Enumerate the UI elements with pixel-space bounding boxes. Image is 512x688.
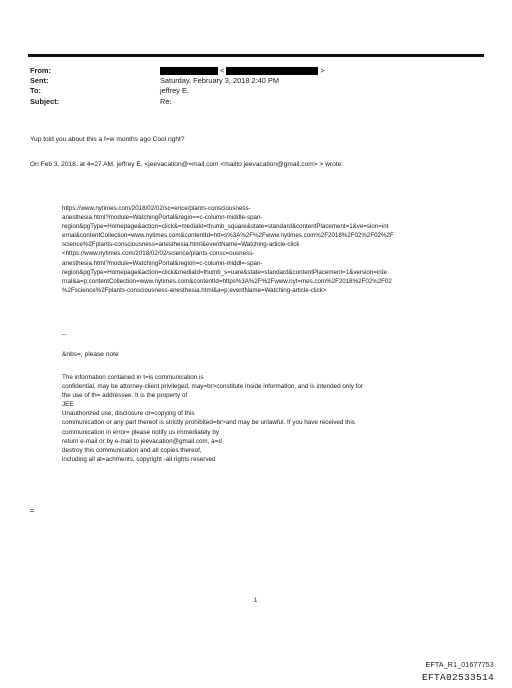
disclaimer-line: return e-mail or by e-mail to jeevacation@gmail.com, a=d <box>62 437 222 445</box>
link-line: ernal&contentCollection=www.nytimes.com&contentId=htt=s%3A%2F%2Fwww.nytimes.com%2F2018%2F02%2F02%2F <box>62 232 394 240</box>
disclaimer-line: confidential, may be attorney-client privileged, may=br>constitute inside information, and is intended only for <box>62 383 364 391</box>
sent-label: Sent: <box>30 76 49 86</box>
link-line: <https://www.nytimes.com/2018/02/02/science/plants-consc=ousness- <box>62 250 255 258</box>
from-close-bracket: > <box>320 66 325 75</box>
disclaimer-line: The information contained in t=is communication is <box>62 374 204 381</box>
link-line: science%2Fplants-consciousness=anesthesia.html&eventName=Watching-article-click <box>62 241 300 249</box>
sent-row <box>30 76 480 86</box>
link-line: anesthesia.html?module=WatchingPortal&region=c-column-middl=-span- <box>62 259 263 267</box>
link-block <box>62 204 492 295</box>
disclaimer-line: JEE <box>62 401 74 409</box>
subject-label: Subject: <box>30 96 60 106</box>
sent-value: Saturday, February 3, 2018 2:40 PM <box>160 76 280 86</box>
bates-number-small: EFTA_R1_01677753 <box>425 662 494 669</box>
quote-line: On Feb 3, 2018, at 4=27 AM, jeffrey E. <jeevacation@=mail.com <mailto:jeevacation@gmail.com> > wrote: <box>30 161 344 168</box>
reply-text: Yup told you about this a f=w months ago Cool right? <box>30 136 185 143</box>
email-header <box>30 66 480 107</box>
from-row <box>30 66 480 76</box>
top-rule <box>28 54 484 57</box>
from-open-bracket: < <box>220 66 225 75</box>
signature-dashes: -- <box>62 331 67 338</box>
disclaimer-line: destroy this communication and all copies thereof, <box>62 446 202 454</box>
link-line: rnal&a=p;contentCollection=www.nytimes.com&contentId=https%3A%2F%2Fwww.nyt=mes.com%2F2018%2F02%2F02 <box>62 277 392 285</box>
disclaimer-line: communication in error= please notify us immediately by <box>62 428 219 436</box>
from-value <box>160 66 480 76</box>
page-number: 1 <box>254 598 258 604</box>
disclaimer-line: including all at=achments. copyright -all rights reserved <box>62 455 216 463</box>
link-line: anesthesia.html?module=WatchingPortal&regio==c-column-middle-span- <box>62 214 263 222</box>
subject-value: Re: <box>160 96 172 106</box>
subject-row <box>30 97 480 107</box>
link-line: region&pgType=Homepage&action=click&mediaId=thumb_s=uare&state=standard&contentPlacement=1&version=inte <box>62 268 387 276</box>
redaction-box <box>160 67 218 75</box>
redaction-box <box>226 67 318 75</box>
from-label: From: <box>30 66 51 75</box>
note-line: &nbs=; please note <box>62 351 119 358</box>
disclaimer-line: Unauthorized use, disclosure or=copying of this <box>62 410 195 418</box>
link-line: https://www.nytimes.com/2018/02/02/sc=ence/plants-consciousness- <box>62 205 251 212</box>
disclaimer-line: communication or any part thereof is strictly prohibited=br>and may be unlawful. If you have received this <box>62 419 355 427</box>
to-value: jeffrey E. <box>160 86 190 96</box>
link-line: region&pgType=Homepage&action=click&=mediaId=thumb_square&state=standard&contentPlacement=1&ve=sion=int <box>62 223 389 231</box>
bates-number-large: EFTA02533514 <box>421 672 494 683</box>
disclaimer-block <box>62 373 492 464</box>
link-line: %2Fscience%2Fplants-consciousness-anesthesia.html&a=p;eventName=Watching-article-click> <box>62 286 327 294</box>
equals-mark: = <box>30 508 35 515</box>
disclaimer-line: the use of th= addressee. It is the property of <box>62 392 188 400</box>
to-label: To: <box>30 86 41 96</box>
to-row <box>30 86 480 96</box>
